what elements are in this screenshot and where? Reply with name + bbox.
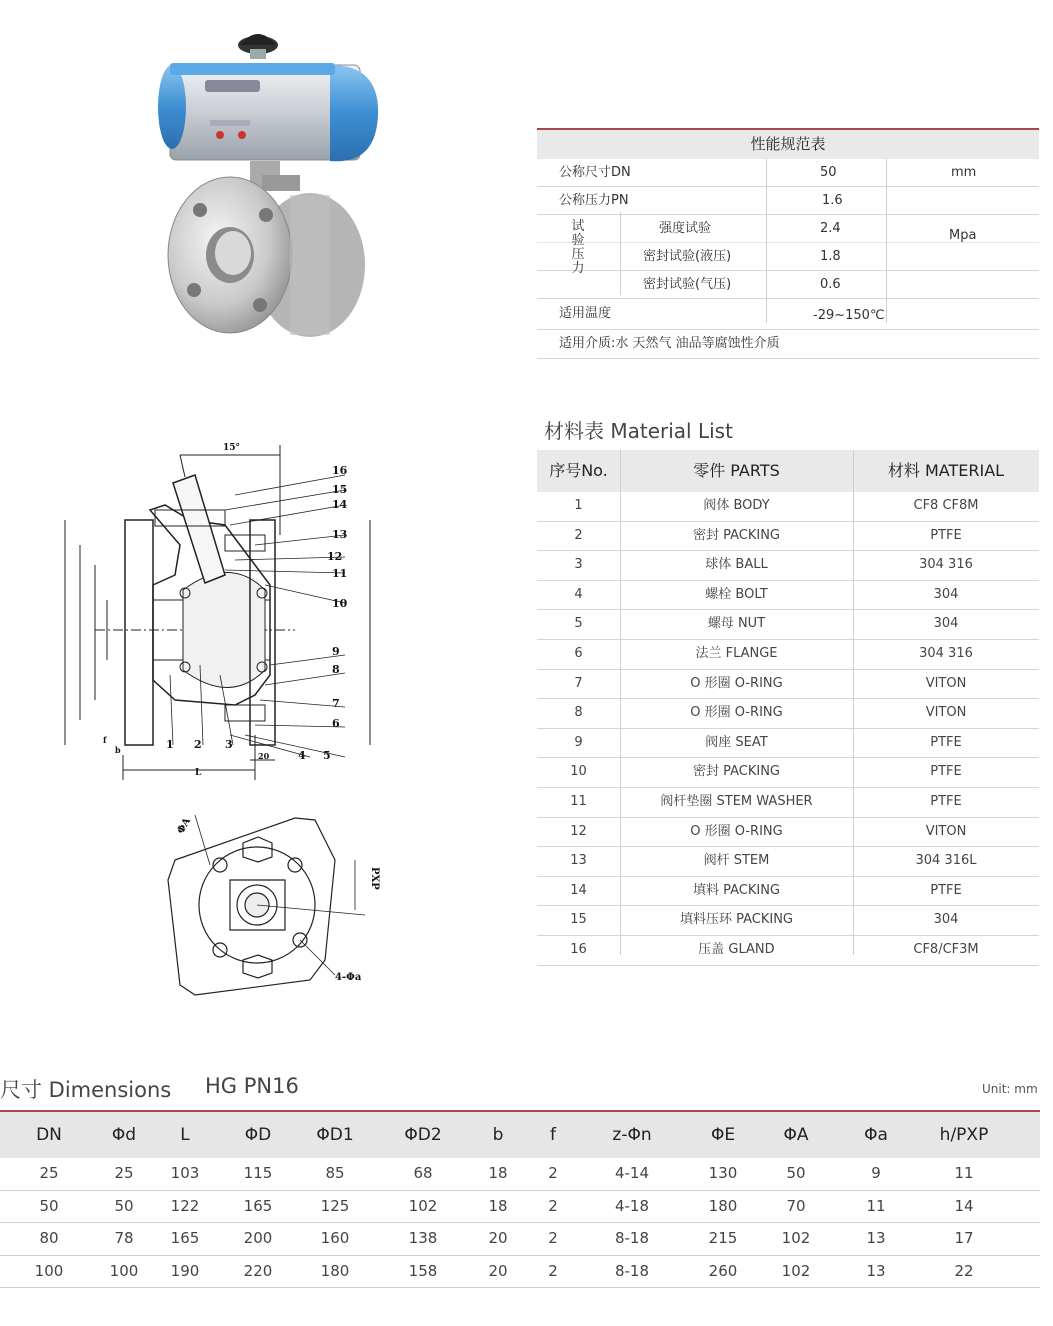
dimensions-cell: 11 [954, 1164, 974, 1182]
material-title: 材料表 Material List [544, 419, 733, 443]
material-cell-mat: PTFE [930, 793, 962, 809]
perf-row-temp [537, 299, 1039, 330]
perf-value: -29~150℃ [813, 308, 885, 323]
dimensions-header-cell: ΦD [244, 1125, 272, 1145]
table-row [537, 818, 1039, 848]
header-material: 材料 MATERIAL [887, 461, 1005, 480]
dim-l: L [195, 768, 202, 778]
table-row [537, 877, 1039, 907]
dimensions-cell: 160 [320, 1229, 350, 1247]
dimensions-cell: 25 [39, 1164, 59, 1182]
material-cell-no: 13 [570, 853, 587, 869]
dimensions-cell: 200 [243, 1229, 273, 1247]
perf-medium: 适用介质:水 天然气 油品等腐蚀性介质 [559, 336, 780, 351]
dimensions-table [0, 1110, 1040, 1288]
callout-7: 7 [332, 697, 340, 710]
material-cell-mat: 304 [933, 616, 959, 632]
dimensions-header-cell: ΦD2 [404, 1125, 442, 1145]
dimensions-cell: 102 [408, 1196, 438, 1215]
table-row [537, 670, 1039, 700]
perf-unit: mm [951, 165, 977, 180]
dimensions-cell: 20 [488, 1261, 508, 1280]
perf-label: 适用温度 [559, 306, 612, 321]
table-row [0, 1158, 1040, 1191]
header-parts: 零件 PARTS [693, 461, 780, 480]
dimensions-cell: 25 [114, 1164, 134, 1182]
dimensions-header-cell: ΦE [710, 1125, 736, 1145]
material-cell-mat: 304 316L [915, 853, 977, 869]
material-cell-part: 填料 PACKING [692, 882, 781, 898]
product-photo [150, 25, 390, 345]
label-pxp: PXP [369, 867, 380, 890]
dimensions-cell: 2 [548, 1229, 558, 1247]
perf-value: 0.6 [820, 277, 841, 292]
dimensions-cell: 125 [320, 1196, 350, 1215]
callout-14: 14 [332, 498, 348, 511]
dimensions-cell: 130 [708, 1164, 738, 1182]
dimensions-header [0, 1110, 1040, 1158]
dimensions-cell: 9 [871, 1164, 881, 1182]
callout-11: 11 [332, 567, 348, 580]
perf-row-pn [537, 187, 1039, 215]
material-cell-part: 阀杆垫圈 STEM WASHER [660, 793, 813, 809]
dimensions-cell: 180 [708, 1196, 738, 1215]
dimensions-unit: Unit: mm [982, 1082, 1038, 1096]
material-cell-mat: 304 [933, 912, 959, 928]
callout-15: 15 [332, 483, 348, 496]
dimensions-header-cell: b [492, 1125, 504, 1145]
material-cell-no: 6 [574, 645, 583, 661]
dimensions-header-cell: Φd [111, 1125, 137, 1145]
table-row [537, 788, 1039, 818]
dimensions-cell: 18 [488, 1164, 508, 1182]
table-row [0, 1191, 1040, 1224]
material-cell-no: 5 [574, 616, 583, 632]
dimensions-cell: 8-18 [614, 1229, 650, 1247]
callout-12: 12 [327, 550, 343, 563]
dimensions-title: 尺寸 Dimensions [0, 1078, 172, 1102]
perf-label: 密封试验(液压) [643, 249, 732, 264]
dimensions-cell: 165 [170, 1229, 200, 1247]
material-cell-no: 8 [574, 705, 583, 721]
material-cell-part: O 形圈 O-RING [690, 675, 783, 691]
material-cell-no: 7 [574, 675, 583, 691]
dimensions-cell: 215 [708, 1229, 738, 1247]
dimensions-header-cell: L [180, 1125, 190, 1145]
dimensions-cell: 68 [413, 1164, 433, 1182]
callout-16: 16 [332, 464, 348, 477]
perf-label: 公称尺寸DN [559, 165, 631, 180]
table-row [537, 758, 1039, 788]
perf-label: 公称压力PN [559, 193, 629, 208]
dimensions-cell: 13 [866, 1229, 886, 1247]
dimensions-header-cell: ΦA [783, 1125, 809, 1145]
material-cell-mat: PTFE [930, 764, 962, 780]
dimensions-cell: 2 [548, 1196, 558, 1215]
callout-9: 9 [332, 645, 340, 658]
dimensions-cell: 4-18 [614, 1196, 650, 1215]
perf-row-hydro [537, 243, 1039, 271]
dimensions-cell: 4-14 [614, 1164, 650, 1182]
dimensions-cell: 50 [39, 1196, 59, 1215]
material-cell-part: 球体 BALL [705, 557, 768, 573]
dimensions-cell: 70 [786, 1196, 806, 1215]
material-table [537, 450, 1039, 966]
material-cell-part: 阀体 BODY [703, 498, 770, 513]
perf-value: 1.6 [822, 193, 843, 208]
dimensions-cell: 190 [170, 1261, 200, 1280]
table-row [537, 640, 1039, 670]
dimensions-header-cell: ΦD1 [316, 1125, 354, 1145]
material-cell-part: 填料压环 PACKING [679, 912, 794, 928]
dimensions-header-cell: h/PXP [939, 1125, 989, 1145]
table-row [537, 847, 1039, 877]
test-pressure-label: 试验压力 [571, 219, 585, 276]
material-cell-no: 12 [570, 823, 587, 839]
dimensions-header-cell: z-Φn [612, 1125, 652, 1145]
label-phi-a-cap: ΦA [175, 816, 194, 836]
dimensions-cell: 17 [954, 1229, 974, 1247]
dimensions-header-cell: DN [36, 1125, 62, 1145]
material-cell-mat: PTFE [930, 734, 962, 750]
perf-value: 1.8 [820, 249, 841, 264]
dimensions-cell: 138 [408, 1229, 438, 1247]
material-cell-mat: CF8/CF3M [913, 941, 979, 957]
material-cell-mat: CF8 CF8M [913, 498, 979, 513]
table-row [537, 551, 1039, 581]
dimensions-cell: 22 [954, 1261, 974, 1280]
label-4-phi-a: 4-Φa [335, 972, 362, 983]
perf-row-pneu [537, 271, 1039, 299]
material-cell-part: 阀座 SEAT [705, 734, 768, 750]
dimensions-cell: 14 [954, 1196, 974, 1215]
material-cell-part: 压盖 GLAND [698, 941, 775, 957]
callout-1: 1 [166, 738, 174, 751]
material-rows [537, 492, 1039, 966]
dimensions-standard: HG PN16 [205, 1074, 299, 1098]
material-cell-no: 4 [574, 586, 583, 602]
callout-6: 6 [332, 717, 340, 730]
dimensions-cell: 50 [786, 1164, 806, 1182]
dimensions-cell: 85 [325, 1164, 345, 1182]
material-cell-mat: PTFE [930, 527, 962, 543]
dimensions-cell: 115 [243, 1164, 273, 1182]
dim-20: 20 [258, 751, 270, 761]
table-row [0, 1223, 1040, 1256]
callout-3: 3 [225, 738, 233, 751]
perf-row-medium [537, 330, 1039, 359]
material-cell-part: O 形圈 O-RING [690, 823, 783, 839]
material-header [537, 450, 1039, 492]
dimensions-header-cell: f [550, 1125, 556, 1145]
material-cell-part: 螺栓 BOLT [705, 586, 768, 602]
dimensions-cell: 13 [866, 1261, 886, 1280]
material-cell-no: 2 [574, 527, 583, 543]
table-row [537, 729, 1039, 759]
dimensions-cell: 18 [488, 1196, 508, 1215]
material-cell-no: 15 [570, 912, 587, 928]
table-row [537, 906, 1039, 936]
dimensions-cell: 80 [39, 1229, 59, 1247]
material-cell-part: O 形圈 O-RING [690, 705, 783, 721]
performance-title: 性能规范表 [537, 130, 1039, 159]
perf-row-dn [537, 159, 1039, 187]
dimensions-cell: 50 [114, 1196, 134, 1215]
material-cell-part: 螺母 NUT [707, 616, 766, 632]
material-cell-mat: 304 316 [919, 557, 973, 573]
material-cell-no: 11 [570, 793, 587, 809]
material-cell-part: 密封 PACKING [692, 764, 781, 780]
section-drawing [55, 435, 385, 780]
dimensions-cell: 165 [243, 1196, 273, 1215]
dimensions-cell: 2 [548, 1164, 558, 1182]
callout-4: 4 [298, 749, 306, 762]
table-row [537, 522, 1039, 552]
dimensions-cell: 180 [320, 1261, 350, 1280]
material-cell-no: 14 [570, 882, 587, 898]
material-cell-part: 阀杆 STEM [703, 853, 770, 869]
material-cell-mat: 304 [933, 586, 959, 602]
material-cell-part: 法兰 FLANGE [695, 645, 778, 661]
callout-10: 10 [332, 597, 348, 610]
dimensions-cell: 122 [170, 1196, 200, 1215]
material-cell-no: 10 [570, 764, 587, 780]
header-no: 序号No. [549, 461, 608, 480]
dimensions-cell: 8-18 [614, 1261, 650, 1280]
table-row [537, 581, 1039, 611]
dimensions-header-cell: Φa [864, 1125, 888, 1145]
table-row [537, 610, 1039, 640]
material-cell-mat: VITON [925, 675, 967, 691]
dimensions-cell: 20 [488, 1229, 508, 1247]
dimensions-cell: 78 [114, 1229, 134, 1247]
callout-8: 8 [332, 663, 340, 676]
material-cell-no: 16 [570, 941, 587, 957]
dimensions-cell: 260 [708, 1261, 738, 1280]
material-cell-no: 3 [574, 557, 583, 573]
dimensions-rows [0, 1158, 1040, 1288]
dimensions-cell: 102 [781, 1261, 811, 1280]
dimensions-cell: 2 [548, 1261, 558, 1280]
table-row [537, 699, 1039, 729]
callout-13: 13 [332, 528, 348, 541]
dimensions-cell: 158 [408, 1261, 438, 1280]
material-cell-mat: VITON [925, 705, 967, 721]
dimensions-cell: 11 [866, 1196, 886, 1215]
material-cell-no: 1 [574, 498, 583, 513]
perf-label: 强度试验 [659, 221, 712, 236]
perf-label: 密封试验(气压) [643, 277, 732, 292]
callout-2: 2 [194, 738, 202, 751]
dimensions-cell: 100 [109, 1261, 139, 1280]
perf-value: 50 [820, 165, 837, 180]
perf-value: 2.4 [820, 221, 841, 236]
dim-f: f [103, 735, 107, 745]
material-cell-mat: PTFE [930, 882, 962, 898]
table-row [537, 492, 1039, 522]
material-cell-mat: 304 316 [919, 645, 973, 661]
group-unit: Mpa [949, 228, 977, 243]
table-row [537, 936, 1039, 966]
material-cell-mat: VITON [925, 823, 967, 839]
dimensions-cell: 102 [781, 1229, 811, 1247]
dimensions-cell: 220 [243, 1261, 273, 1280]
dimensions-cell: 100 [34, 1261, 64, 1280]
top-view-drawing [160, 810, 380, 1000]
dim-b: b [115, 745, 121, 755]
performance-table [537, 128, 1039, 359]
callout-5: 5 [323, 749, 331, 762]
dimensions-cell: 103 [170, 1164, 200, 1182]
angle-label: 15° [223, 443, 241, 453]
material-cell-part: 密封 PACKING [692, 527, 781, 543]
material-cell-no: 9 [574, 734, 583, 750]
table-row [0, 1256, 1040, 1289]
